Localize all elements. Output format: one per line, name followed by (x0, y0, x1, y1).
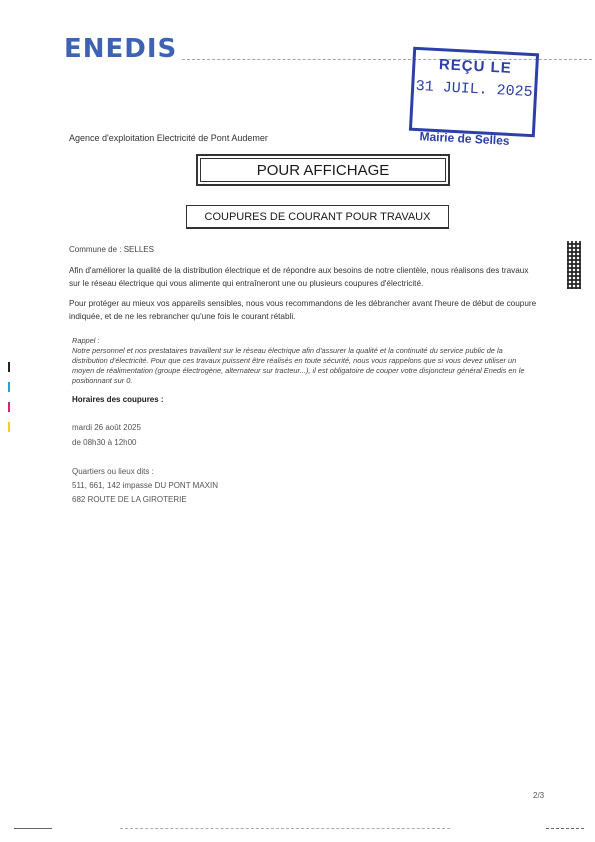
display-title: POUR AFFICHAGE (200, 158, 446, 182)
stamp-date: 31 JUIL. 2025 (415, 77, 534, 102)
rappel-title: Rappel : (72, 336, 100, 345)
schedule-date: mardi 26 août 2025 (72, 423, 141, 432)
agency-line: Agence d'exploitation Electricité de Pont Audemer (69, 133, 268, 143)
barcode (567, 241, 581, 289)
schedule-title: Horaires des coupures : (72, 395, 164, 404)
display-box (196, 154, 450, 186)
scan-mark-cyan (8, 382, 10, 392)
schedule-time: de 08h30 à 12h00 (72, 438, 137, 447)
commune-line: Commune de : SELLES (69, 245, 154, 254)
places-title: Quartiers ou lieux dits : (72, 467, 154, 476)
stamp-label: REÇU LE (438, 56, 513, 77)
scan-mark-black (8, 362, 10, 372)
footer-rule-right (546, 828, 584, 829)
places-line-1: 511, 661, 142 impasse DU PONT MAXIN (72, 481, 218, 490)
footer-rule-left (14, 828, 52, 829)
subject-box: COUPURES DE COURANT POUR TRAVAUX (186, 205, 449, 229)
scan-mark-yellow (8, 422, 10, 432)
paragraph-intro: Afin d'améliorer la qualité de la distribution électrique et de répondre aux besoins de notre clientèle, nous réalisons des travaux sur le réseau électrique qui vous alimente qui entraîneront une ou plusieurs coupures d'électricité. (69, 266, 529, 288)
rappel-section (72, 336, 540, 386)
enedis-logo: ENEDIS (64, 34, 178, 64)
places-line-2: 682 ROUTE DE LA GIROTERIE (72, 495, 187, 504)
rappel-text: Notre personnel et nos prestataires travaillent sur le réseau électrique afin d'assurer la qualité et la continuité du service public de la distribution d'électricité. Pour que ces travaux puissent être réalisés en toute sécurité, nous vous rappelons que si vous devez utiliser un moyen de réalimentation (groupe électrogène, alternateur sur tracteur...), il est obligatoire de couper votre disjoncteur général Enedis en le positionnant sur 0. (72, 346, 525, 385)
paragraph-advice: Pour protéger au mieux vos appareils sensibles, nous vous recommandons de les débrancher avant l'heure de début de coupure indiquée, et de ne les rebrancher qu'une fois le courant rétabli. (69, 299, 537, 321)
scan-mark-magenta (8, 402, 10, 412)
received-stamp (409, 47, 539, 148)
footer-rule-center (120, 828, 450, 829)
page-number: 2/3 (533, 791, 545, 800)
stamp-mairie: Mairie de Selles (419, 129, 510, 148)
